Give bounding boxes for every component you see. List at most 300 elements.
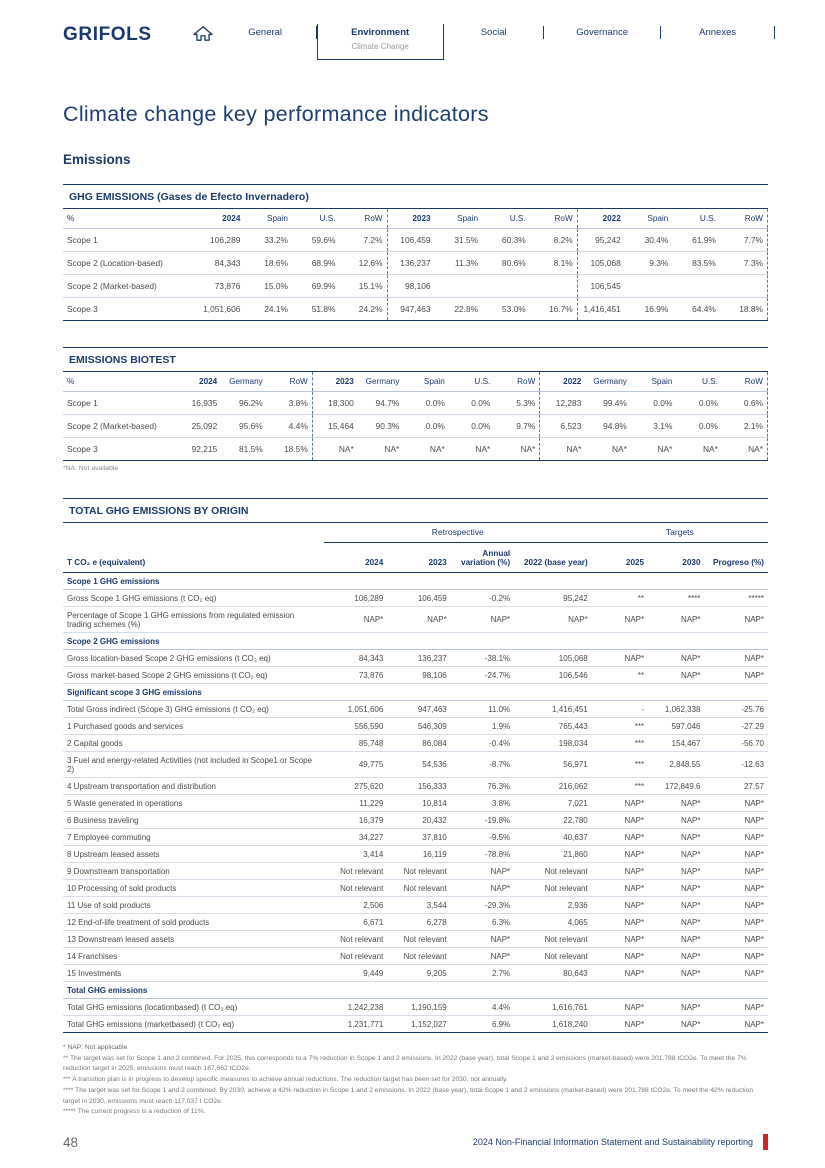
table-cell: NAP*	[592, 863, 648, 880]
table-cell: 11.3%	[435, 252, 483, 275]
main-nav	[214, 24, 775, 60]
table-cell: ***	[592, 735, 648, 752]
table-cell: *****	[705, 590, 769, 607]
table-cell: 12,283	[540, 392, 586, 415]
column-header: Spain	[631, 372, 677, 392]
table-cell: 1,152,027	[387, 1016, 450, 1033]
table-cell: ***	[592, 718, 648, 735]
table-cell: 9,205	[387, 965, 450, 982]
table-cell: -56.70	[705, 735, 769, 752]
table-cell: 6,523	[540, 415, 586, 438]
table-cell: NAP*	[705, 795, 769, 812]
table-cell: 18.5%	[267, 438, 313, 461]
table-cell: 21,860	[514, 846, 592, 863]
table-row	[63, 590, 768, 607]
biotest-footnote: *NA: Not available	[63, 465, 119, 472]
table-row	[63, 667, 768, 684]
column-header: U.S.	[449, 372, 495, 392]
table-cell: 24.1%	[244, 298, 292, 321]
table-cell: 22.8%	[435, 298, 483, 321]
row-label: 12 End-of-life treatment of sold products	[63, 914, 324, 931]
table-cell: **	[592, 590, 648, 607]
table-cell: -0.2%	[451, 590, 514, 607]
table-cell: 80,643	[514, 965, 592, 982]
row-label: 14 Franchises	[63, 948, 324, 965]
table-cell: NAP*	[648, 607, 704, 633]
table-cell: 56,971	[514, 752, 592, 778]
table-cell: **	[592, 667, 648, 684]
table-row	[63, 701, 768, 718]
nav-sub-label: Climate Change	[351, 42, 409, 51]
table-cell: NAP*	[592, 607, 648, 633]
row-label: Total GHG emissions (locationbased) (t CO₂ eq)	[63, 999, 324, 1016]
table-cell: 12.6%	[339, 252, 387, 275]
table-cell: 18.6%	[244, 252, 292, 275]
row-label: 9 Downstream transportation	[63, 863, 324, 880]
table-cell: -12.63	[705, 752, 769, 778]
table-cell: 92,215	[176, 438, 222, 461]
table-row	[63, 931, 768, 948]
table-row	[63, 633, 768, 650]
table-cell: 59.6%	[292, 229, 340, 252]
table-cell: NAP*	[648, 880, 704, 897]
table-cell: 9.7%	[494, 415, 540, 438]
table-cell: 1,062,338	[648, 701, 704, 718]
table-cell: 6,278	[387, 914, 450, 931]
column-header: Germany	[358, 372, 404, 392]
table-cell: 136,237	[387, 252, 435, 275]
table-cell	[435, 275, 483, 298]
ghg-emissions-table-title: GHG EMISSIONS (Gases de Efecto Invernadero)	[63, 184, 768, 209]
footnote: ** The target was set for Scope 1 and 2 combined. For 2025, this corresponds to a 7% reduction in Scope 1 and 2 emissions. In 2022 (base year), total Scope 1 and 2 emissions (market-based) were 201,788 tCO2e. To meet the 7% reduction target in 2025, emissions must reach 187,662 tCO2e.	[63, 1054, 747, 1073]
table-row	[63, 573, 768, 590]
table-cell: 765,443	[514, 718, 592, 735]
table-cell: Not relevant	[387, 948, 450, 965]
row-label: Gross market-based Scope 2 GHG emissions (t CO₂ eq)	[63, 667, 324, 684]
row-label: 8 Upstream leased assets	[63, 846, 324, 863]
table-cell: 22,780	[514, 812, 592, 829]
table-cell: Not relevant	[324, 880, 387, 897]
table-row	[63, 880, 768, 897]
table-cell: 106,459	[387, 229, 435, 252]
table-row	[63, 718, 768, 735]
table-cell: 94.8%	[585, 415, 631, 438]
row-label: 13 Downstream leased assets	[63, 931, 324, 948]
row-label: 11 Use of sold products	[63, 897, 324, 914]
footnote: ***** The current progress is a reduction of 11%.	[63, 1108, 206, 1116]
table-cell: NAP*	[705, 607, 769, 633]
table-cell: NAP*	[592, 829, 648, 846]
table-row	[63, 415, 768, 438]
table-cell: 27.57	[705, 778, 769, 795]
table-cell: NAP*	[592, 999, 648, 1016]
table-cell: 172,849.6	[648, 778, 704, 795]
table-cell: ***	[592, 778, 648, 795]
table-cell: ***	[592, 752, 648, 778]
table-cell: 5.3%	[494, 392, 540, 415]
table-cell: 1,051,606	[324, 701, 387, 718]
row-label: Total Gross indirect (Scope 3) GHG emissions (t CO₂ eq)	[63, 701, 324, 718]
table-cell: 947,463	[387, 701, 450, 718]
table-cell: -8.7%	[451, 752, 514, 778]
table-cell: 60.3%	[482, 229, 530, 252]
table-cell: Not relevant	[387, 880, 450, 897]
row-label: Gross Scope 1 GHG emissions (t CO₂ eq)	[63, 590, 324, 607]
table-cell: NAP*	[705, 1016, 769, 1033]
column-header: 2023	[387, 209, 435, 229]
table-cell: 96.2%	[221, 392, 267, 415]
table-cell: 4.4%	[267, 415, 313, 438]
table-cell: 7.2%	[339, 229, 387, 252]
group-header-targets: Targets	[592, 523, 768, 543]
column-header: Spain	[435, 209, 483, 229]
table-cell: 18.8%	[720, 298, 768, 321]
table-cell: 11.0%	[451, 701, 514, 718]
table-cell: NAP*	[705, 829, 769, 846]
row-label: Scope 2 (Market-based)	[63, 415, 176, 438]
table-cell: 98,106	[387, 275, 435, 298]
table-cell: 106,546	[514, 667, 592, 684]
table-cell: Not relevant	[387, 863, 450, 880]
table-cell: NAP*	[592, 650, 648, 667]
table-cell: 73,876	[324, 667, 387, 684]
column-header: 2030	[648, 543, 704, 573]
table-cell: -9.5%	[451, 829, 514, 846]
spacer-cell	[63, 523, 324, 543]
table-cell: 95.6%	[221, 415, 267, 438]
section-label: Scope 2 GHG emissions	[63, 633, 768, 650]
table-cell	[482, 275, 530, 298]
table-row	[63, 897, 768, 914]
table-cell: NAP*	[387, 607, 450, 633]
table-cell: 53.0%	[482, 298, 530, 321]
table-cell: NAP*	[451, 607, 514, 633]
row-label: 4 Upstream transportation and distribution	[63, 778, 324, 795]
table-cell: -78.8%	[451, 846, 514, 863]
table-row	[63, 846, 768, 863]
table-cell: Not relevant	[514, 863, 592, 880]
table-cell: 546,309	[387, 718, 450, 735]
table-cell: 9,449	[324, 965, 387, 982]
table-cell: 3,414	[324, 846, 387, 863]
table-cell: NAP*	[705, 965, 769, 982]
table-cell	[720, 275, 768, 298]
nav-label: Environment	[351, 27, 410, 38]
group-header-row	[63, 523, 768, 543]
table-cell: 0.0%	[403, 392, 449, 415]
row-label: Gross location-based Scope 2 GHG emissions (t CO₂ eq)	[63, 650, 324, 667]
table-cell: 16.9%	[625, 298, 673, 321]
table-cell: NAP*	[592, 812, 648, 829]
table-cell: NAP*	[592, 1016, 648, 1033]
column-header: RoW	[720, 209, 768, 229]
row-label: 1 Purchased goods and services	[63, 718, 324, 735]
table-row	[63, 752, 768, 778]
table-cell: 40,637	[514, 829, 592, 846]
table-row	[63, 298, 768, 321]
table-cell: 95,242	[577, 229, 625, 252]
nav-label: General	[248, 27, 283, 38]
table-cell: NAP*	[705, 897, 769, 914]
table-cell: NAP*	[705, 914, 769, 931]
table-row	[63, 650, 768, 667]
table-cell: NAP*	[592, 965, 648, 982]
origin-emissions-table	[63, 523, 768, 1033]
table-cell: 106,545	[577, 275, 625, 298]
column-header: RoW	[267, 372, 313, 392]
table-cell: 15,464	[312, 415, 358, 438]
table-cell: 16,379	[324, 812, 387, 829]
nav-item-environment[interactable]	[317, 24, 444, 60]
nav-label: Annexes	[699, 27, 737, 38]
table-row	[63, 914, 768, 931]
table-cell: 99.4%	[585, 392, 631, 415]
table-cell: 0.0%	[403, 415, 449, 438]
section-heading-emissions: Emissions	[63, 152, 131, 167]
table-cell: NAP*	[705, 846, 769, 863]
biotest-emissions-section	[63, 347, 768, 472]
table-cell: 2,936	[514, 897, 592, 914]
table-cell: 8.1%	[530, 252, 578, 275]
table-cell: NAP*	[514, 607, 592, 633]
column-header: RoW	[494, 372, 540, 392]
nav-item-annexes[interactable]	[661, 24, 775, 60]
table-cell: 105,068	[514, 650, 592, 667]
column-header: 2024	[197, 209, 245, 229]
table-cell: 10,814	[387, 795, 450, 812]
table-cell: NAP*	[592, 948, 648, 965]
table-cell: NA*	[358, 438, 404, 461]
column-header: RoW	[530, 209, 578, 229]
column-header: Germany	[221, 372, 267, 392]
row-label: 5 Waste generated in operations	[63, 795, 324, 812]
column-header: U.S.	[292, 209, 340, 229]
column-header: Spain	[625, 209, 673, 229]
column-header: 2022	[577, 209, 625, 229]
table-cell: -	[592, 701, 648, 718]
row-label: Scope 3	[63, 298, 197, 321]
table-cell: 7,021	[514, 795, 592, 812]
table-row	[63, 607, 768, 633]
table-cell: 51.8%	[292, 298, 340, 321]
table-cell: 20,432	[387, 812, 450, 829]
table-cell: 556,590	[324, 718, 387, 735]
table-cell: NAP*	[648, 914, 704, 931]
table-cell: 1,231,771	[324, 1016, 387, 1033]
table-cell: NAP*	[648, 1016, 704, 1033]
page-header	[63, 24, 768, 60]
table-cell: 1.9%	[451, 718, 514, 735]
row-label: Scope 2 (Location-based)	[63, 252, 197, 275]
column-header: Progreso (%)	[705, 543, 769, 573]
footer-accent-bar	[763, 1134, 768, 1150]
table-cell	[672, 275, 720, 298]
footnote: **** The target was set for Scope 1 and 2 combined. By 2030, achieve a 42% reduction in Scope 1 and 2 emissions. In 2022 (base year), total Scope 1 and 2 emissions (market-based) were 201,788 tCO2e. To meet the 42% reduction target in 2030, emissions must reach 117,037 t CO2e.	[63, 1086, 754, 1105]
table-cell: 15.0%	[244, 275, 292, 298]
page-number: 48	[63, 1134, 79, 1150]
section-label: Significant scope 3 GHG emissions	[63, 684, 768, 701]
table-cell: 216,062	[514, 778, 592, 795]
table-row	[63, 275, 768, 298]
table-cell: 73,876	[197, 275, 245, 298]
table-cell: 90.3%	[358, 415, 404, 438]
row-label: 10 Processing of sold products	[63, 880, 324, 897]
table-row	[63, 863, 768, 880]
column-header: 2022 (base year)	[514, 543, 592, 573]
table-cell: NAP*	[592, 914, 648, 931]
table-cell: 0.0%	[676, 415, 722, 438]
table-cell: Not relevant	[324, 931, 387, 948]
ghg-emissions-table	[63, 209, 768, 321]
table-cell: NAP*	[592, 897, 648, 914]
group-header-retrospective: Retrospective	[324, 523, 592, 543]
column-header: 2024	[324, 543, 387, 573]
table-cell: 1,616,761	[514, 999, 592, 1016]
table-cell	[625, 275, 673, 298]
table-cell: 94.7%	[358, 392, 404, 415]
origin-table-title: TOTAL GHG EMISSIONS BY ORIGIN	[63, 498, 768, 523]
table-cell: 2.1%	[722, 415, 768, 438]
table-cell: 37,810	[387, 829, 450, 846]
table-cell: 2.7%	[451, 965, 514, 982]
table-cell: 86,084	[387, 735, 450, 752]
table-cell: 69.9%	[292, 275, 340, 298]
table-cell: NA*	[722, 438, 768, 461]
table-cell: NAP*	[451, 863, 514, 880]
row-label: Total GHG emissions (marketbased) (t CO₂ eq)	[63, 1016, 324, 1033]
table-cell: 2,506	[324, 897, 387, 914]
row-label: Scope 1	[63, 229, 197, 252]
table-cell: -24.7%	[451, 667, 514, 684]
column-header: 2025	[592, 543, 648, 573]
table-row	[63, 735, 768, 752]
table-cell: 3.8%	[267, 392, 313, 415]
table-cell: NAP*	[592, 846, 648, 863]
table-row	[63, 252, 768, 275]
column-header: RoW	[722, 372, 768, 392]
table-cell: 49,775	[324, 752, 387, 778]
table-cell: 84,343	[324, 650, 387, 667]
column-header: Spain	[244, 209, 292, 229]
row-label: 7 Employee commuting	[63, 829, 324, 846]
table-cell: 16,119	[387, 846, 450, 863]
table-cell: -0.4%	[451, 735, 514, 752]
biotest-table-title: EMISSIONS BIOTEST	[63, 347, 768, 372]
table-cell: 7.3%	[720, 252, 768, 275]
column-header: 2023	[312, 372, 358, 392]
column-header: Spain	[403, 372, 449, 392]
row-label: 15 Investments	[63, 965, 324, 982]
table-cell: 106,289	[197, 229, 245, 252]
table-cell: Not relevant	[514, 880, 592, 897]
table-cell: 11,229	[324, 795, 387, 812]
table-cell: NAP*	[451, 880, 514, 897]
row-label: Scope 2 (Market-based)	[63, 275, 197, 298]
table-cell: NA*	[312, 438, 358, 461]
table-cell: NAP*	[324, 607, 387, 633]
table-cell: NAP*	[451, 948, 514, 965]
table-cell: 9.3%	[625, 252, 673, 275]
table-row	[63, 982, 768, 999]
table-cell: 34,227	[324, 829, 387, 846]
grifols-logo: GRIFOLS	[63, 24, 152, 45]
table-cell: NAP*	[705, 667, 769, 684]
table-cell: NAP*	[648, 650, 704, 667]
table-cell: NAP*	[648, 948, 704, 965]
table-cell: 61.9%	[672, 229, 720, 252]
table-row	[63, 438, 768, 461]
table-cell: 7.7%	[720, 229, 768, 252]
table-cell: NAP*	[648, 999, 704, 1016]
table-cell: -29.3%	[451, 897, 514, 914]
table-cell: NA*	[449, 438, 495, 461]
table-cell: NA*	[403, 438, 449, 461]
column-header: 2022	[540, 372, 586, 392]
table-cell: 198,034	[514, 735, 592, 752]
table-cell: 3.8%	[451, 795, 514, 812]
table-cell: 156,333	[387, 778, 450, 795]
table-cell: 6,671	[324, 914, 387, 931]
table-cell: NAP*	[451, 931, 514, 948]
table-cell: 4,065	[514, 914, 592, 931]
table-cell: 2,848.55	[648, 752, 704, 778]
table-cell: 275,620	[324, 778, 387, 795]
table-cell: NAP*	[705, 812, 769, 829]
table-cell: 54,536	[387, 752, 450, 778]
table-cell: 68.9%	[292, 252, 340, 275]
biotest-emissions-table	[63, 372, 768, 461]
table-cell	[530, 275, 578, 298]
table-cell: 98,106	[387, 667, 450, 684]
table-row	[63, 1016, 768, 1033]
column-header: U.S.	[676, 372, 722, 392]
table-cell: 85,748	[324, 735, 387, 752]
table-cell: 0.0%	[449, 415, 495, 438]
table-cell: NAP*	[705, 863, 769, 880]
table-cell: Not relevant	[324, 948, 387, 965]
table-cell: NAP*	[648, 812, 704, 829]
table-row	[63, 965, 768, 982]
table-cell: NAP*	[592, 795, 648, 812]
table-row	[63, 999, 768, 1016]
table-cell: 24.2%	[339, 298, 387, 321]
page-title: Climate change key performance indicators	[63, 102, 489, 126]
table-row	[63, 812, 768, 829]
table-cell: 16,935	[176, 392, 222, 415]
table-cell: 105,068	[577, 252, 625, 275]
table-cell: Not relevant	[514, 948, 592, 965]
row-label: 2 Capital goods	[63, 735, 324, 752]
home-icon[interactable]	[192, 25, 214, 47]
table-cell: NA*	[540, 438, 586, 461]
table-cell: Not relevant	[514, 931, 592, 948]
page-footer	[63, 1134, 768, 1150]
nav-item-social[interactable]	[444, 24, 544, 60]
table-cell: 136,237	[387, 650, 450, 667]
table-cell: 15.1%	[339, 275, 387, 298]
table-cell: 947,463	[387, 298, 435, 321]
nav-item-governance[interactable]	[544, 24, 661, 60]
table-cell: NAP*	[705, 880, 769, 897]
ghg-emissions-section	[63, 184, 768, 321]
nav-item-general[interactable]	[214, 24, 317, 60]
table-cell: 8.2%	[530, 229, 578, 252]
column-header: Annual variation (%)	[451, 543, 514, 573]
table-cell: -19.8%	[451, 812, 514, 829]
table-cell: NAP*	[648, 931, 704, 948]
table-row	[63, 684, 768, 701]
row-label: 3 Fuel and energy-related Activities (not included in Scope1 or Scope 2)	[63, 752, 324, 778]
